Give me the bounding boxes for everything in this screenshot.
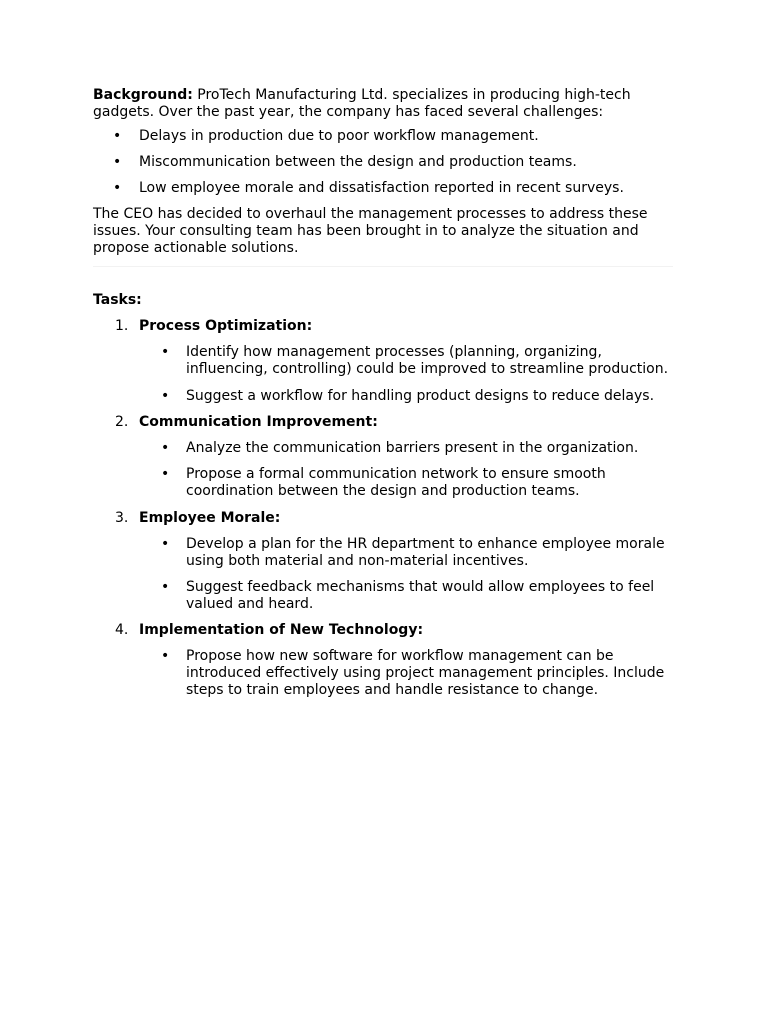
challenges-list [93,128,678,197]
task-points [139,648,678,698]
challenge-item: • Miscommunication between the design and production teams. [93,154,678,171]
task-point: • Analyze the communication barriers present in the organization. [139,440,678,457]
task-points [139,440,678,500]
task-point: • Identify how management processes (planning, organizing, influencing, controlling) could be improved to streamline production. [139,344,678,378]
task-number: 2. [115,413,129,430]
task-item [93,622,678,699]
task-title: Implementation of New Technology: [139,622,424,639]
task-points [139,536,678,613]
task-point: • Develop a plan for the HR department to enhance employee morale using both material and non-material incentives. [139,536,678,570]
document-page [93,87,678,708]
task-title: Process Optimization: [139,318,313,335]
ceo-paragraph: The CEO has decided to overhaul the management processes to address these issues. Your consulting team has been brought in to analyze the situation and propose actionable solutions. [93,206,648,257]
task-point: • Suggest a workflow for handling product designs to reduce delays. [139,388,678,405]
task-title: Communication Improvement: [139,413,378,430]
background-text: ProTech Manufacturing Ltd. specializes in producing high-tech gadgets. Over the past year, the company has faced several challenges: [93,87,631,120]
task-item [93,318,678,404]
task-title: Employee Morale: [139,509,281,526]
section-divider [93,266,673,267]
tasks-list [93,318,678,699]
background-paragraph [93,87,678,121]
task-point: • Suggest feedback mechanisms that would allow employees to feel valued and heard. [139,579,678,613]
task-number: 1. [115,318,129,335]
challenge-item: • Delays in production due to poor workflow management. [93,128,678,145]
task-point: • Propose a formal communication network to ensure smooth coordination between the design and production teams. [139,466,678,500]
task-item [93,414,678,500]
task-number: 3. [115,509,129,526]
task-points [139,344,678,404]
tasks-heading: Tasks: [93,291,142,308]
task-item [93,510,678,613]
challenge-item: • Low employee morale and dissatisfaction reported in recent surveys. [93,180,678,197]
task-point: • Propose how new software for workflow management can be introduced effectively using project management principles. Include steps to train employees and handle resistance to change. [139,648,678,698]
background-label: Background: [93,87,193,103]
task-number: 4. [115,622,129,639]
